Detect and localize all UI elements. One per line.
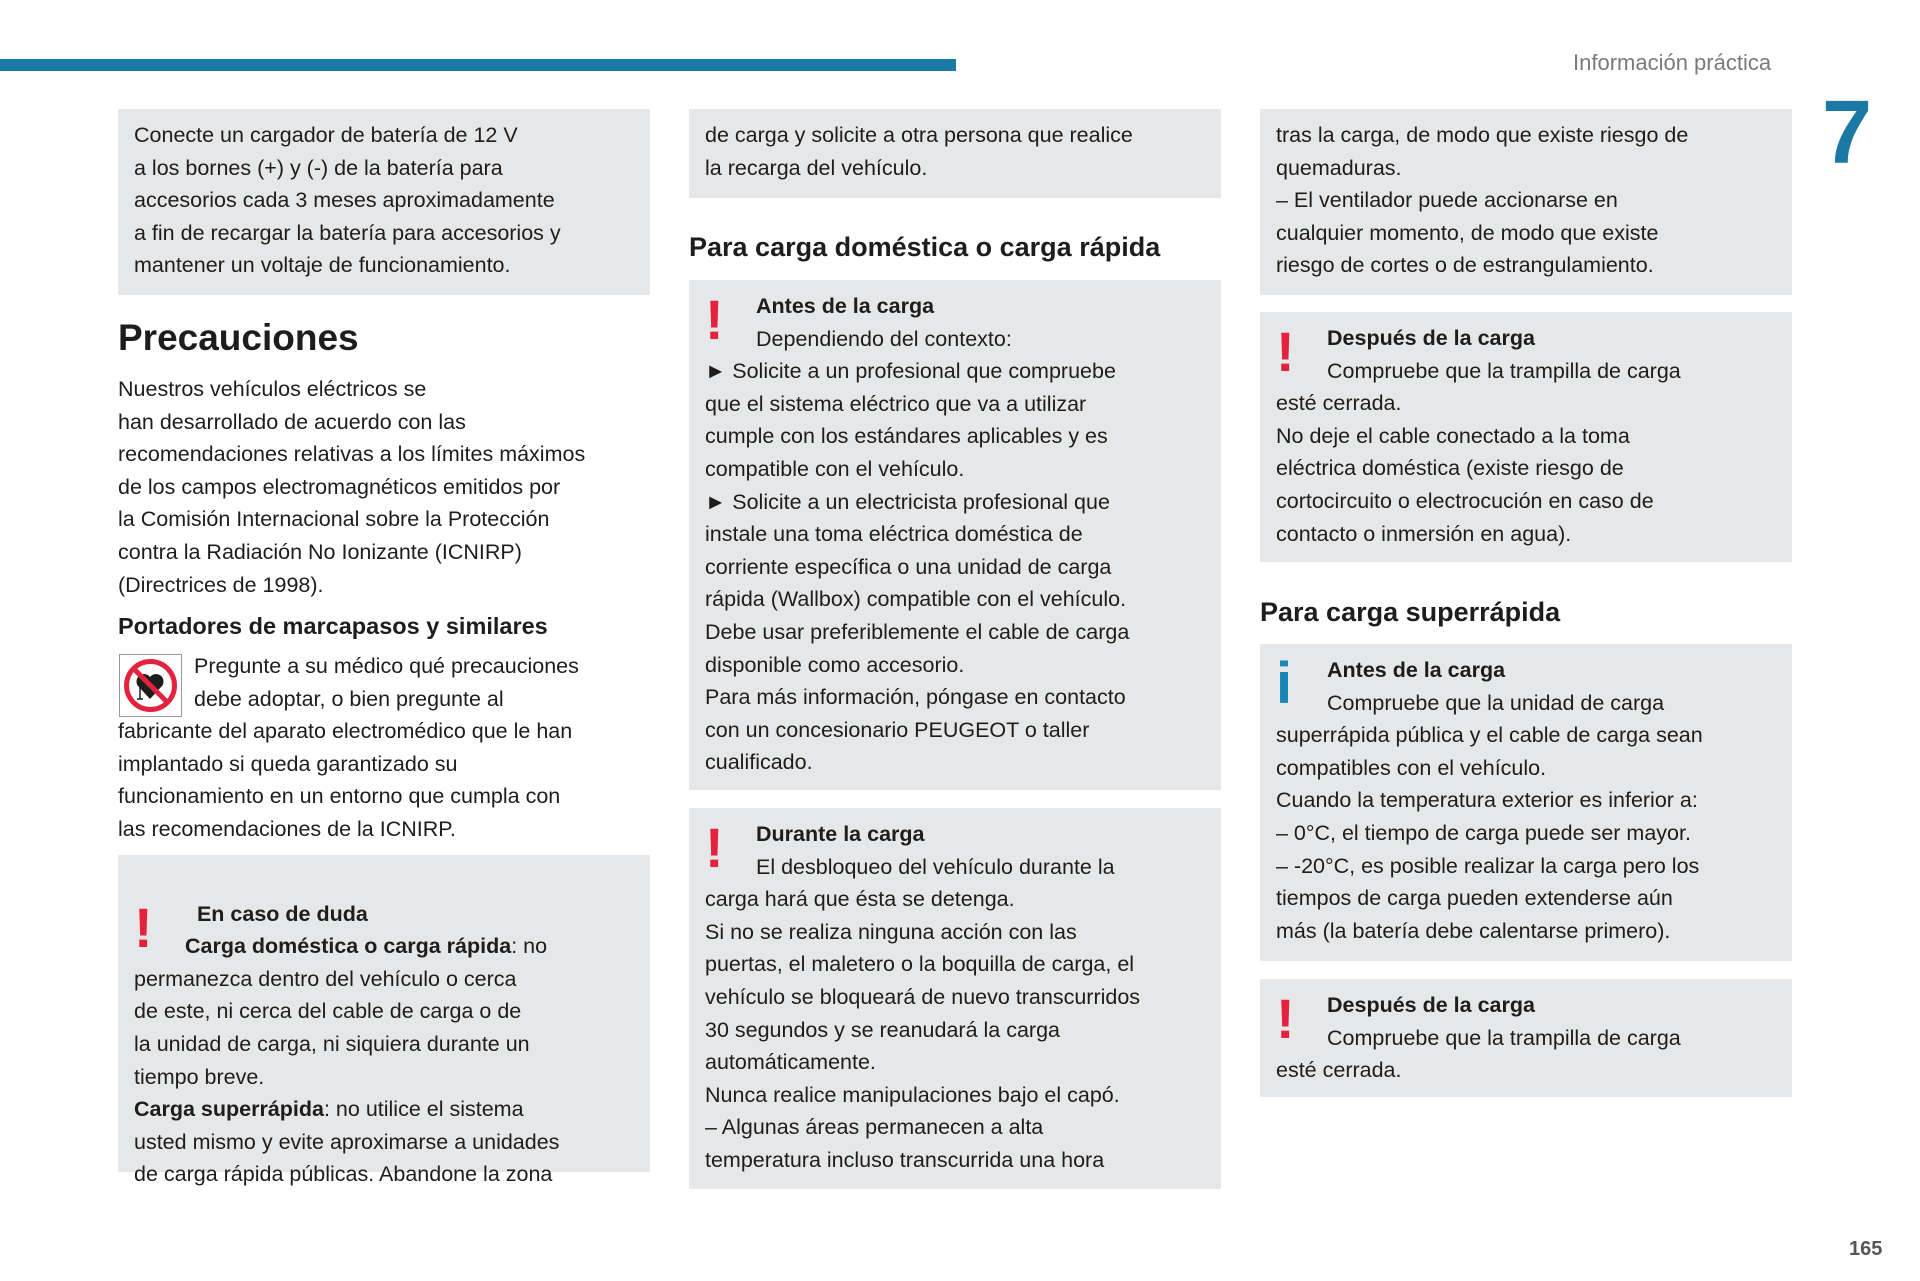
during-charging-warning-box — [689, 808, 1221, 1189]
warning-icon: ! — [705, 816, 724, 879]
continued-warning-text: tras la carga, de modo que existe riesgo de quemaduras. – El ventilador puede accionarse en cualquier momento, de modo que existe riesgo de cortes o de estrangulamiento. — [1276, 123, 1689, 278]
before-charging-warning-box — [689, 280, 1221, 790]
continued-warning-box — [1260, 109, 1792, 295]
doubt-warning-box — [118, 855, 650, 1187]
warning-title: En caso de duda — [196, 901, 368, 926]
battery-note-box — [118, 109, 650, 295]
warning-text: Compruebe que la trampilla de carga esté cerrada. — [1276, 1025, 1681, 1083]
warning-icon: ! — [1276, 320, 1295, 383]
superfast-charging-heading: Para carga superrápida — [1260, 597, 1561, 627]
warning-bold-label: Carga doméstica o carga rápida — [185, 934, 512, 959]
pacemaker-text: Pregunte a su médico qué precauciones debe adoptar, o bien pregunte al fabricante del aparato electromédico que le han implantado si queda garantizado su funcionamiento en un entorno que cumpla con las recomendaciones de la ICNIRP. — [118, 654, 579, 841]
home-charging-heading: Para carga doméstica o carga rápida — [689, 232, 1161, 262]
warning-text: El desbloqueo del vehículo durante la carga hará que ésta se detenga. Si no se realiza ninguna acción con las puertas, el maletero o la boquilla de carga, el vehículo se bloqueará de nuevo transcurridos 30 segundos y se reanudará la carga automáticamente. Nunca realice manipulaciones bajo el capó. – Algunas áreas permanecen a alta temperatura incluso transcurrida una hora — [705, 854, 1141, 1172]
superfast-after-warning-box — [1260, 979, 1792, 1097]
warning-bold-label: Carga superrápida — [134, 1097, 324, 1122]
continued-note-box — [689, 109, 1221, 198]
warning-title: Antes de la carga — [756, 294, 935, 318]
warning-title: Después de la carga — [1327, 993, 1535, 1017]
after-charging-warning-box — [1260, 312, 1792, 562]
info-title: Antes de la carga — [1327, 658, 1506, 682]
info-icon: i — [1276, 651, 1293, 716]
battery-note-text: Conecte un cargador de batería de 12 V a los bornes (+) y (-) de la batería para accesorios cada 3 meses aproximadamente a fin de recargar la batería para accesorios y mantener un voltaje de funcionamiento. — [134, 123, 561, 278]
warning-title: Durante la carga — [756, 822, 925, 846]
precautions-paragraph: Nuestros vehículos eléctricos se han desarrollado de acuerdo con las recomendaciones relativas a los límites máximos de los campos electromagnéticos emitidos por la Comisión Internacional sobre la Protección contra la Radiación No Ionizante (ICNIRP) (Directrices de 1998). — [118, 377, 586, 597]
warning-title: Después de la carga — [1327, 326, 1535, 350]
precautions-heading: Precauciones — [118, 317, 359, 358]
section-title: Información práctica — [1573, 50, 1772, 75]
warning-icon: ! — [1276, 987, 1295, 1050]
superfast-info-box — [1260, 644, 1792, 961]
page-number: 165 — [1849, 1238, 1883, 1260]
warning-text: Dependiendo del contexto: ► Solicite a un profesional que compruebe que el sistema eléctrico que va a utilizar cumple con los estándares aplicables y es compatible con el vehículo. ► Solicite a un electricista profesional que instale una toma eléctrica doméstica de corriente específica o una unidad de carga rápida (Wallbox) compatible con el vehículo. Debe usar preferiblemente el cable de carga disponible como accesorio. Para más información, póngase en contacto con un concesionario PEUGEOT o taller cualificado. — [705, 326, 1130, 775]
continued-note-text: de carga y solicite a otra persona que realice la recarga del vehículo. — [705, 123, 1133, 180]
warning-text: : no permanezca dentro del vehículo o cerca de este, ni cerca del cable de carga o de la unidad de carga, ni siquiera durante un tiempo breve. — [134, 934, 548, 1089]
info-text: Compruebe que la unidad de carga superrápida pública y el cable de carga sean compatibles con el vehículo. Cuando la temperatura exterior es inferior a: – 0°C, el tiempo de carga puede ser mayor. – -20°C, es posible realizar la carga pero los tiempos de carga pueden extenderse aún más (la batería debe calentarse primero). — [1276, 690, 1703, 943]
warning-icon: ! — [134, 895, 153, 959]
warning-text: Compruebe que la trampilla de carga esté cerrada. No deje el cable conectado a la toma eléctrica doméstica (existe riesgo de cortocircuito o electrocución en caso de contacto o inmersión en agua). — [1276, 358, 1681, 546]
warning-icon: ! — [705, 288, 724, 351]
header-accent-bar — [0, 59, 956, 71]
chapter-number: 7 — [1822, 83, 1873, 183]
pacemaker-subheading: Portadores de marcapasos y similares — [118, 613, 548, 639]
warning-text: : no utilice el sistema usted mismo y evite aproximarse a unidades de carga rápida públicas. Abandone la zona — [134, 1097, 560, 1187]
